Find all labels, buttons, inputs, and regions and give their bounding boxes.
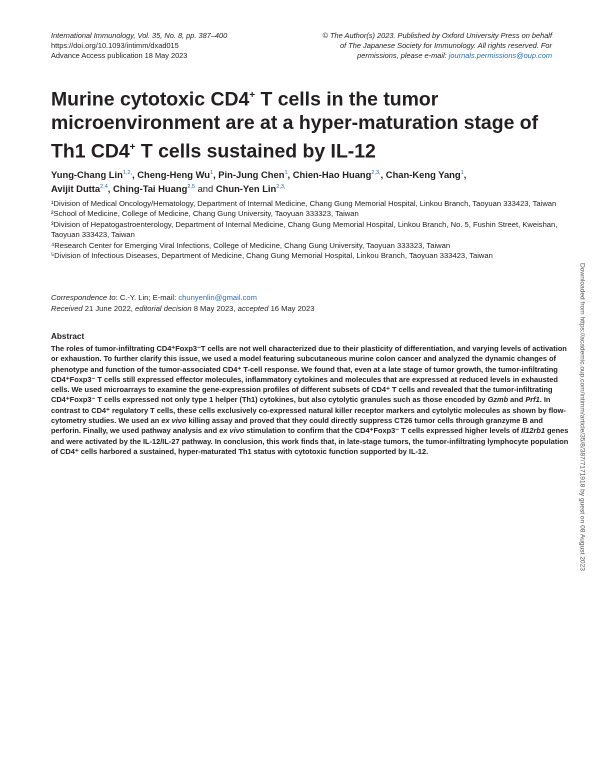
title-superscript: + <box>129 141 136 153</box>
author-name: Avijit Dutta <box>51 182 101 194</box>
gene-name: Il12rb1 <box>521 426 545 436</box>
author-name: Ching-Tai Huang <box>113 182 188 194</box>
history-dates <box>51 303 571 314</box>
affiliation-item: ²School of Medicine, College of Medicine, Chang Gung University, Taoyuan 333323, Taiwan <box>51 209 359 219</box>
author-name: Chan-Keng Yang <box>385 169 461 180</box>
decision-date: 8 May 2023, <box>191 304 238 313</box>
affiliation-item: ⁴Research Center for Emerging Viral Infections, College of Medicine, Chang Gung University, Taoyuan 333323, Taiwan <box>51 240 451 250</box>
author-affiliation-marker: 2,4 <box>100 183 108 190</box>
permissions-email-link[interactable]: journals.permissions@oup.com <box>448 51 552 61</box>
author[interactable] <box>216 183 286 194</box>
author-name: Chien-Hao Huang <box>292 169 372 180</box>
copyright-line-1: © The Author(s) 2023. Published by Oxford University Press on behalf <box>322 31 552 40</box>
author-affiliation-marker: 1 <box>210 169 214 176</box>
affiliation-item: ¹Division of Medical Oncology/Hematology, Department of Internal Medicine, Chang Gung Memorial Hospital, Linkou Branch, Taoyuan 333423, Taiwan <box>51 199 557 208</box>
accepted-label: accepted <box>237 304 269 313</box>
author[interactable] <box>137 169 213 180</box>
affiliation-item: ⁵Division of Infectious Diseases, Department of Medicine, Chang Gung Memorial Hospital, Linkou Branch, Taoyuan 333423, Taiwan <box>51 251 493 261</box>
authors-conjunction: and <box>197 182 214 194</box>
author-affiliation-marker: 2,5 <box>187 183 195 190</box>
decision-label: editorial decision <box>135 304 192 313</box>
abstract-text <box>51 344 571 457</box>
title-part: T cells in the tumor <box>255 88 439 111</box>
author[interactable] <box>293 169 381 180</box>
author-name: Pin-Jung Chen <box>218 169 285 180</box>
received-label: Received <box>51 304 83 313</box>
affiliations <box>51 199 571 261</box>
received-date: 21 June 2022, <box>82 304 136 313</box>
title-part: microenvironment are at a hyper-maturation stage of <box>51 112 539 135</box>
abstract-segment: genes and were activated by the IL-12/IL-27 pathway. In conclusion, this work finds that, in late-stage tumors, the tumor-infiltrating lymphocyte population of CD4⁺ cells harbored a sustained, hyper-maturated Th1 status with cytotoxic function supported by IL-12. <box>51 426 569 456</box>
journal-header <box>51 31 301 62</box>
copyright-line-3 <box>282 51 552 61</box>
journal-citation: International Immunology, Vol. 35, No. 8, pp. 387–400 <box>51 31 228 40</box>
correspondence-text: : C.-Y. Lin; E-mail: <box>115 293 179 302</box>
correspondence-email-link[interactable]: chunyenlin@gmail.com <box>178 293 257 302</box>
author-name: Cheng-Heng Wu <box>137 169 211 180</box>
author-affiliation-marker: 2,3, <box>371 169 381 176</box>
abstract-segment: killing assay and proved that they could directly suppress CT26 tumor cells through granzyme B and perforin. Finally, we used pathway analysis and <box>51 416 543 436</box>
author-affiliation-marker: 2,3, <box>276 183 286 190</box>
title-part: Th1 CD4 <box>51 140 130 163</box>
correspondence-block <box>51 292 571 314</box>
author[interactable] <box>51 169 132 180</box>
advance-access-date: Advance Access publication 18 May 2023 <box>51 51 188 61</box>
latin-term: ex vivo <box>161 416 187 426</box>
title-part: Murine cytotoxic CD4 <box>51 88 250 111</box>
author-affiliation-marker: 1,2, <box>122 169 133 176</box>
correspondence-label: Correspondence to <box>51 293 116 302</box>
abstract-segment: stimulation to confirm that the CD4⁺Foxp3⁻ T cells expressed higher levels of <box>244 426 522 436</box>
latin-term: ex vivo <box>219 426 245 436</box>
author[interactable] <box>51 183 108 194</box>
copyright-line-2: of The Japanese Society for Immunology. All rights reserved. For <box>340 41 552 51</box>
author-affiliation-marker: 1 <box>284 169 288 176</box>
author-affiliation-marker: 1 <box>460 169 464 176</box>
author[interactable] <box>218 169 287 180</box>
article-title <box>51 84 571 164</box>
title-superscript: + <box>249 90 256 101</box>
affiliation-item: ³Division of Hepatogastroenterology, Department of Internal Medicine, Chang Gung Memorial Hospital, Linkou Branch, No. 5, Fushin Street, Kweishan, Taoyuan 333423, Taiwan <box>51 219 558 240</box>
abstract-segment: and <box>508 395 526 405</box>
doi-link[interactable]: https://doi.org/10.1093/intimm/dxad015 <box>51 41 179 51</box>
author-list: Yung-Chang Lin$^{1,2,}$, Cheng-Heng Wu$^1$, Pin-Jung Chen$^1$, Chien-Hao Huang$^{2,3,}$, Chan-Keng Yang$^1$, Avijit Dutta$^{2,4}$, Ching-Tai Huang$^{2,5}$ and Chun-Yen Lin$^{2,3,}$ <box>51 169 467 194</box>
gene-name: Gzmb <box>487 395 509 405</box>
correspondence-line <box>51 292 571 303</box>
author-name: Chun-Yen Lin <box>215 182 277 194</box>
download-watermark <box>573 222 591 612</box>
abstract-segment: . In contrast to CD4⁺ regulatory T cells, these cells exclusively co-expressed natural killer receptor markers and cytolytic molecules as shown by flow-cytometry studies. We used an <box>51 395 566 426</box>
abstract-heading: Abstract <box>51 332 85 341</box>
gene-name: Prf1 <box>525 395 540 405</box>
author[interactable] <box>386 169 464 180</box>
title-part: T cells sustained by IL-12 <box>135 140 376 163</box>
copyright-notice <box>282 31 552 62</box>
abstract-segment: The roles of tumor-infiltrating CD4⁺Foxp3⁻T cells are not well characterized due to their plasticity of differentiation, and varying levels of activation or exhaustion. To further clarify this issue, we used a model featuring subcutaneous murine colon cancer and analyzed the dynamic changes of phenotype and function of the tumor-associated CD4⁺ T-cell response. We found that, even at a late stage of tumor growth, the tumor-infiltrating CD4⁺Foxp3⁻ T cells still expressed effector molecules, inflammatory cytokines and molecules that are expressed at reduced levels in exhausted cells. We used microarrays to examine the gene-expression profiles of different subsets of CD4⁺ T cells and revealed that the tumor-infiltrating CD4⁺Foxp3⁻ T cells expressed not only type 1 helper (Th1) cytokines, but also cytolytic granules such as those encoded by <box>51 344 567 405</box>
accepted-date: 16 May 2023 <box>268 304 315 313</box>
download-note: Downloaded from https://academic.oup.com/intimm/article/35/8/387/7171918 by guest on 08 August 2023 <box>578 263 586 571</box>
author-name: Yung-Chang Lin <box>51 169 123 180</box>
permissions-text: permissions, please e-mail: <box>357 51 449 61</box>
author[interactable] <box>113 183 195 194</box>
